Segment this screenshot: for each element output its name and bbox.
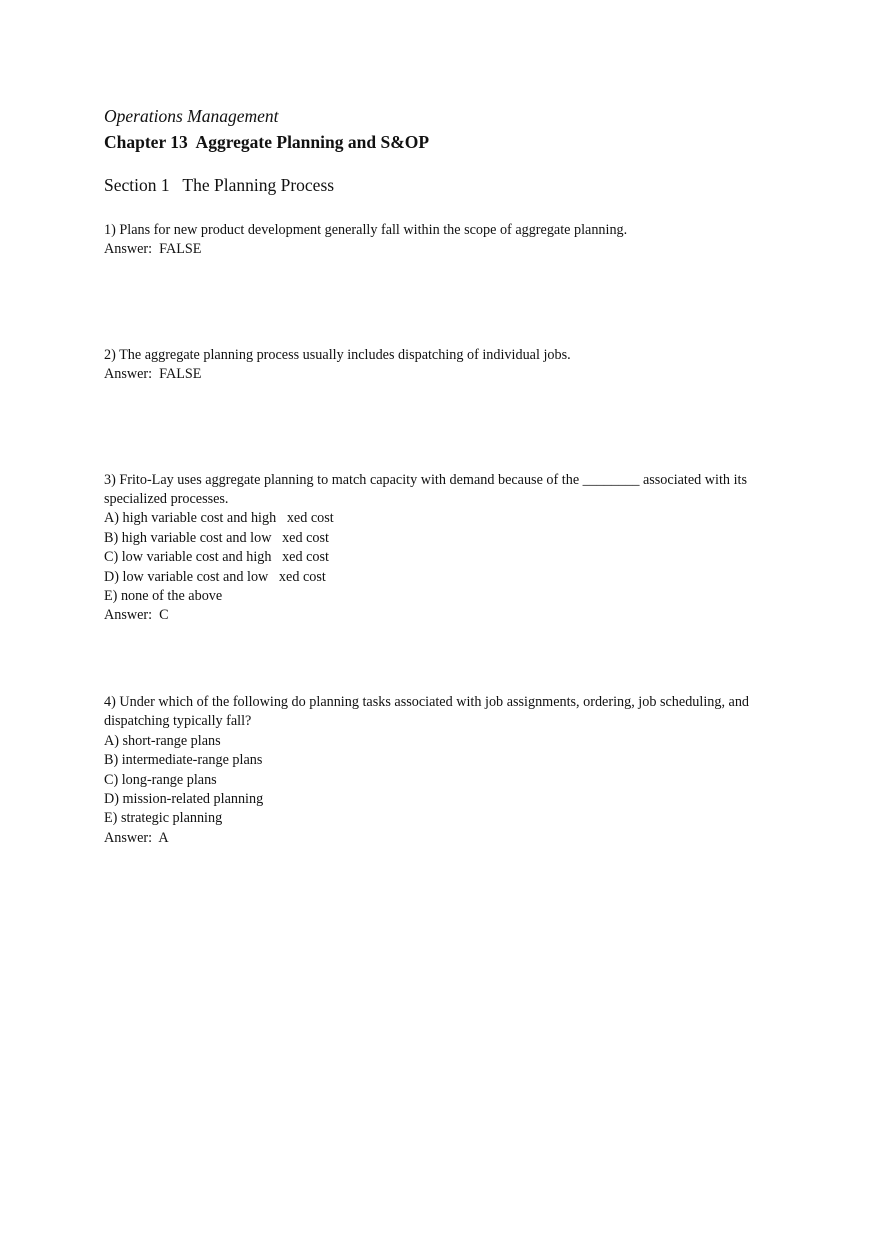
page-content xyxy=(104,105,784,848)
question-3-text: 3) Frito-Lay uses aggregate planning to match capacity with demand because of the ________ associated with its specialized processes. xyxy=(104,471,747,508)
question-4-option-a: A) short-range plans xyxy=(104,732,221,749)
question-2 xyxy=(104,346,784,385)
section-title: Section 1 The Planning Process xyxy=(104,175,335,195)
book-title: Operations Management xyxy=(104,106,279,126)
question-4 xyxy=(104,693,784,848)
question-1 xyxy=(104,221,784,260)
question-3-option-c: C) low variable cost and high xed cost xyxy=(104,549,329,566)
question-2-text: 2) The aggregate planning process usually includes dispatching of individual jobs. xyxy=(104,346,571,363)
question-4-option-b: B) intermediate-range plans xyxy=(104,752,263,769)
question-3 xyxy=(104,471,784,626)
chapter-title: Chapter 13 Aggregate Planning and S&OP xyxy=(104,132,430,152)
question-1-text: 1) Plans for new product development generally fall within the scope of aggregate planning. xyxy=(104,222,628,238)
question-1-answer: Answer: FALSE xyxy=(104,241,202,258)
question-3-answer: Answer: C xyxy=(104,607,169,624)
question-3-option-a: A) high variable cost and high xed cost xyxy=(104,510,334,527)
question-4-option-c: C) long-range plans xyxy=(104,771,217,788)
question-4-answer: Answer: A xyxy=(104,829,169,846)
question-3-option-e: E) none of the above xyxy=(104,588,223,605)
question-3-option-d: D) low variable cost and low xed cost xyxy=(104,568,326,585)
question-3-option-b: B) high variable cost and low xed cost xyxy=(104,529,329,546)
question-2-answer: Answer: FALSE xyxy=(104,366,202,383)
question-4-option-e: E) strategic planning xyxy=(104,810,223,827)
question-4-option-d: D) mission-related planning xyxy=(104,790,264,807)
question-4-text: 4) Under which of the following do planning tasks associated with job assignments, ordering, job scheduling, and dispatching typically fall? xyxy=(104,693,750,730)
